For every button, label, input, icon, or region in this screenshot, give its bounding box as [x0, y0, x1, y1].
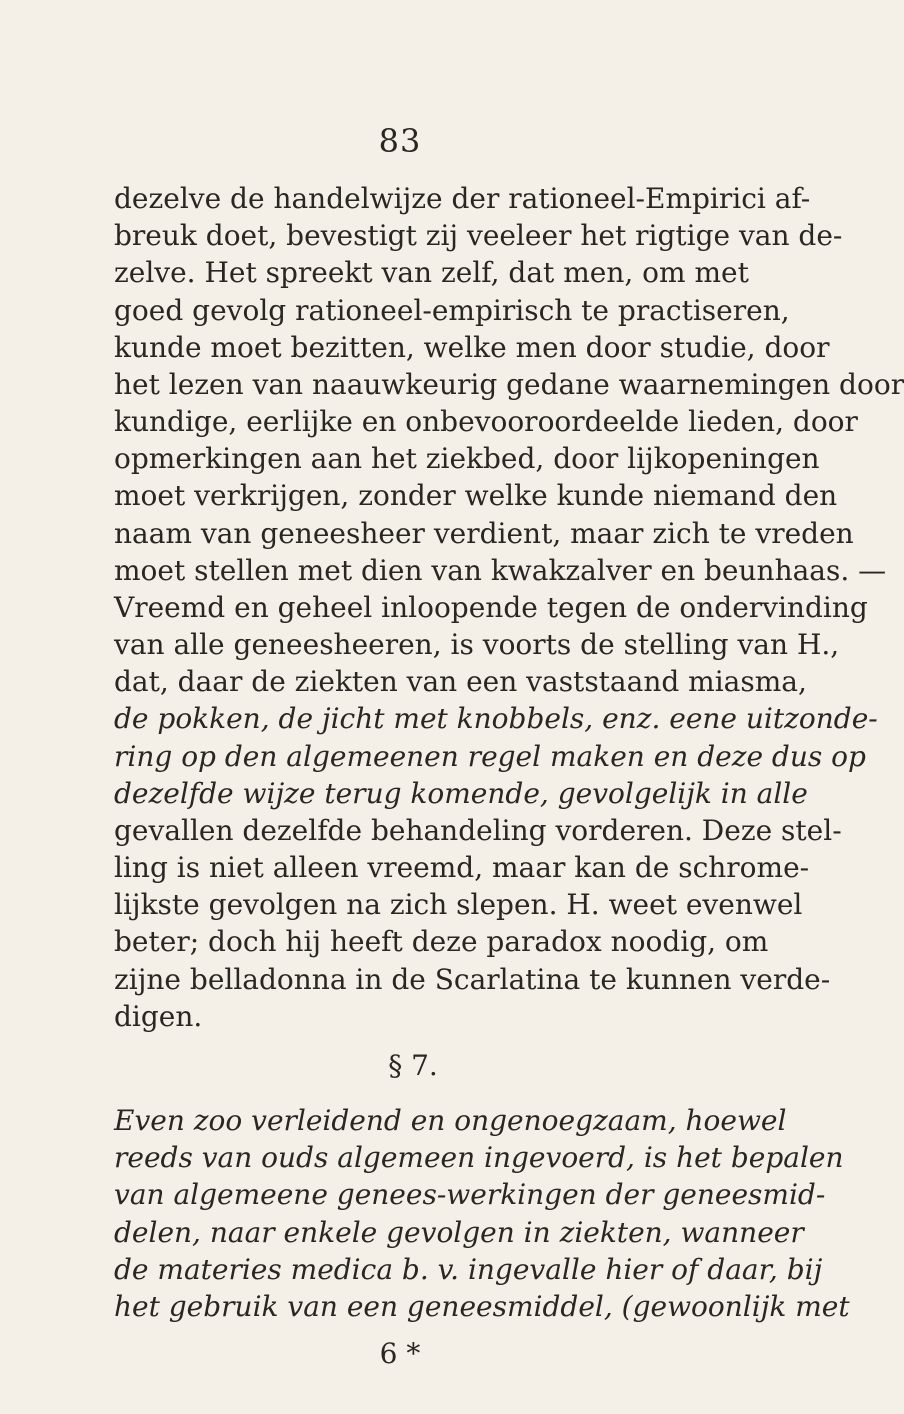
text-line: kundige, eerlijke en onbevooroordeelde lieden, door — [114, 405, 858, 438]
page-signature: 6 * — [379, 1337, 421, 1370]
text-line: digen. — [114, 1000, 203, 1033]
text-line: Vreemd en geheel inloopende tegen de ondervinding — [114, 591, 868, 624]
text-line: moet stellen met dien van kwakzalver en beunhaas. — — [114, 554, 887, 587]
text-line: de pokken, de jicht met knobbels, enz. eene uitzonde- — [114, 702, 878, 735]
section-heading: § 7. — [388, 1049, 438, 1082]
text-line: goed gevolg rationeel-empirisch te practiseren, — [114, 294, 790, 327]
text-line: lijkste gevolgen na zich slepen. H. weet evenwel — [114, 888, 803, 921]
text-line: de materies medica b. v. ingevalle hier of daar, bij — [114, 1253, 823, 1286]
text-line: dat, daar de ziekten van een vaststaand miasma, — [114, 665, 807, 698]
text-line: delen, naar enkele gevolgen in ziekten, wanneer — [114, 1216, 804, 1249]
text-line: beter; doch hij heeft deze paradox noodig, om — [114, 925, 769, 958]
text-line: Even zoo verleidend en ongenoegzaam, hoewel — [114, 1104, 787, 1137]
text-line: zelve. Het spreekt van zelf, dat men, om met — [114, 256, 749, 289]
text-line: dezelfde wijze terug komende, gevolgelijk in alle — [114, 777, 808, 810]
text-line: breuk doet, bevestigt zij veeleer het rigtige van de- — [114, 219, 843, 252]
text-line: van alle geneesheeren, is voorts de stelling van H., — [114, 628, 840, 661]
text-line: dezelve de handelwijze der rationeel-Empirici af- — [114, 182, 811, 215]
text-line: naam van geneesheer verdient, maar zich te vreden — [114, 517, 854, 550]
page-number: 83 — [378, 122, 422, 160]
text-line: kunde moet bezitten, welke men door studie, door — [114, 331, 830, 364]
text-line: reeds van ouds algemeen ingevoerd, is het bepalen — [114, 1141, 844, 1174]
text-line: het gebruik van een geneesmiddel, (gewoonlijk met — [114, 1290, 850, 1323]
text-line: moet verkrijgen, zonder welke kunde niemand den — [114, 479, 838, 512]
text-line: van algemeene genees-werkingen der geneesmid- — [114, 1178, 826, 1211]
text-line: ling is niet alleen vreemd, maar kan de schrome- — [114, 851, 810, 884]
text-line: gevallen dezelfde behandeling vorderen. Deze stel- — [114, 814, 842, 847]
text-line: ring op den algemeenen regel maken en deze dus op — [114, 740, 866, 773]
text-line: het lezen van naauwkeurig gedane waarnemingen door — [114, 368, 904, 401]
text-line: opmerkingen aan het ziekbed, door lijkopeningen — [114, 442, 820, 475]
text-line: zijne belladonna in de Scarlatina te kunnen verde- — [114, 963, 831, 996]
